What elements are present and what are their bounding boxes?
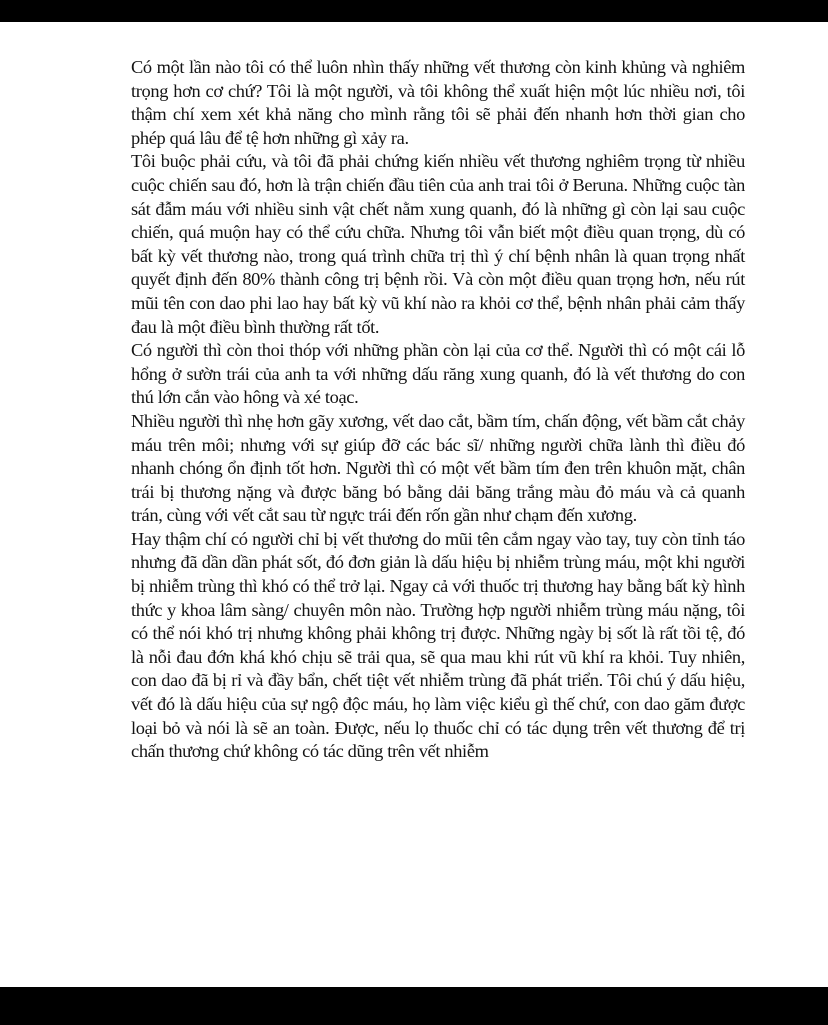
paragraph-3: Có người thì còn thoi thóp với những phần còn lại của cơ thể. Người thì có một cái lỗ hổng ở sườn trái của anh ta với những dấu răng xung quanh, đó là vết thương do con thú lớn cắn vào hông và xé toạc. [131, 340, 745, 408]
document-page [0, 22, 828, 987]
document-body [131, 56, 745, 764]
paragraph-4: Nhiều người thì nhẹ hơn gãy xương, vết dao cắt, bầm tím, chấn động, vết bầm cắt chảy máu trên môi; nhưng với sự giúp đỡ các bác sĩ/ những người chữa lành thì điều đó nhanh chóng ổn định tốt hơn. Người thì có một vết bầm tím đen trên khuôn mặt, chân trái bị thương nặng và được băng bó bằng dải băng trắng màu đỏ máu và cả quanh trán, cùng với vết cắt sau từ ngực trái đến rốn gần như chạm đến xương. [131, 410, 745, 526]
paragraph-1: Có một lần nào tôi có thể luôn nhìn thấy những vết thương còn kinh khủng và nghiêm trọng hơn cơ chứ? Tôi là một người, và tôi không thể xuất hiện một lúc nhiều nơi, tôi thậm chí xem xét khả năng cho mình rằng tôi sẽ phải đến nhanh hơn thời gian cho phép quá lâu để tệ hơn những gì xảy ra. [131, 57, 745, 148]
paragraph-5: Hay thậm chí có người chỉ bị vết thương do mũi tên cắm ngay vào tay, tuy còn tỉnh táo nhưng đã dần dần phát sốt, đó đơn giản là dấu hiệu bị nhiễm trùng máu, một khi người bị nhiễm trùng thì khó có thể trở lại. Ngay cả với thuốc trị thương hay bằng bất kỳ hình thức y khoa lâm sàng/ chuyên môn nào. Trường hợp người nhiễm trùng máu nặng, tôi có thể nói khó trị nhưng không phải không trị được. Những ngày bị sốt là rất tồi tệ, đó là nỗi đau đớn khá khó chịu sẽ trải qua, sẽ qua mau khi rút vũ khí ra khỏi. Tuy nhiên, con dao đã bị rỉ và đầy bẩn, chết tiệt vết nhiễm trùng đã phát triển. Tôi chú ý dấu hiệu, vết đó là dấu hiệu của sự ngộ độc máu, họ làm việc kiểu gì thế chứ, con dao găm được loại bỏ và nói là sẽ an toàn. Được, nếu lọ thuốc chỉ có tác dụng trên vết thương để trị chấn thương chứ không có tác dũng trên vết nhiễm [131, 528, 745, 762]
paragraph-2: Tôi buộc phải cứu, và tôi đã phải chứng kiến nhiều vết thương nghiêm trọng từ nhiều cuộc chiến sau đó, hơn là trận chiến đầu tiên của anh trai tôi ở Beruna. Những cuộc tàn sát đẫm máu với nhiều sinh vật chết nằm xung quanh, đó là những gì còn lại sau cuộc chiến, quá muộn hay có thể cứu chữa. Nhưng tôi vẫn biết một điều quan trọng, dù có bất kỳ vết thương nào, trong quá trình chữa trị thì ý chí bệnh nhân là quan trọng nhất quyết định đến 80% thành công trị bệnh rồi. Và còn một điều quan trọng hơn, nếu rút mũi tên con dao phi lao hay bất kỳ vũ khí nào ra khỏi cơ thể, bệnh nhân phải cảm thấy đau là một điều bình thường rất tốt. [131, 151, 745, 337]
